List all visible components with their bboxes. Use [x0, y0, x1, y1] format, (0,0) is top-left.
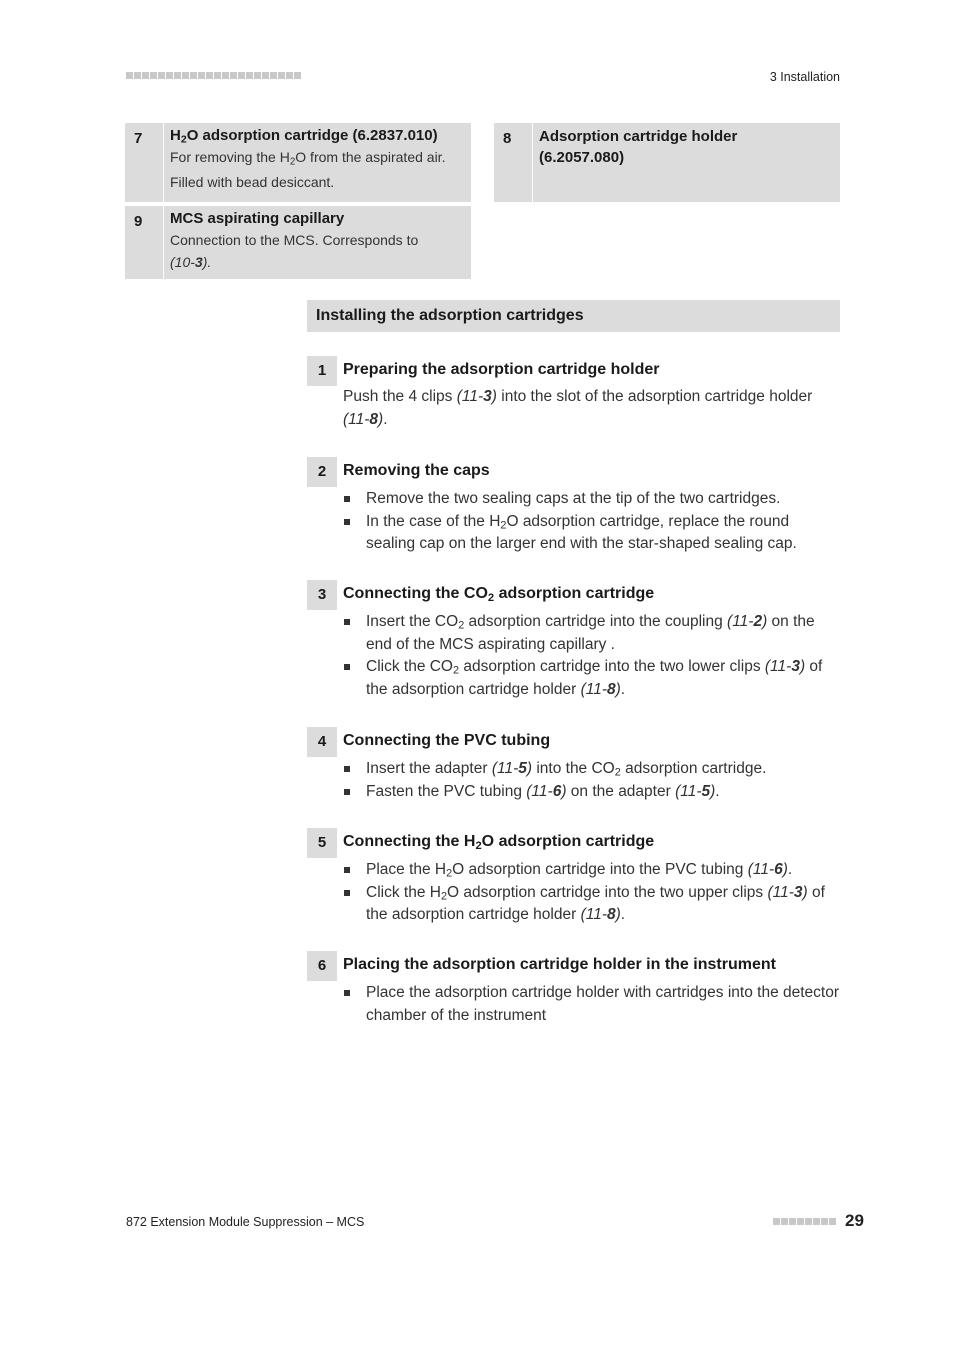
step-number: 3 — [307, 580, 337, 610]
step-bullet: Click the $H_2O$ adsorption cartridge into the two upper clips (11-3) of the adsorption cartridge holder (11-8). — [343, 882, 840, 927]
page-number: 29 — [845, 1211, 864, 1230]
step-bullet: In the case of the $H_2O$ adsorption cartridge, replace the round sealing cap on the larger end with the star-shaped sealing cap. — [343, 511, 840, 556]
legend-divider — [163, 123, 164, 202]
step-title: Removing the caps — [343, 462, 490, 479]
step-bullet-list — [343, 859, 840, 927]
legend-title: $H_2O$ adsorption cartridge (6.2837.010) — [170, 127, 438, 146]
legend-description: For removing the $H_2O$ from the aspirated air. — [170, 149, 446, 168]
chapter-header: 3 Installation — [769, 70, 840, 84]
step-bullet: Remove the two sealing caps at the tip of the two cartridges. — [343, 488, 840, 511]
legend-title: Adsorption cartridge holder (6.2057.080) — [539, 128, 738, 166]
step-bullet-list — [343, 758, 840, 803]
step-bullet: Place the adsorption cartridge holder with cartridges into the detector chamber of the instrument — [343, 982, 840, 1027]
step-bullet: Insert the adapter (11-5) into the $CO_2$ adsorption cartridge. — [343, 758, 840, 781]
legend-description-2: Filled with bead desiccant. — [170, 174, 335, 190]
step-title: Connecting the PVC tubing — [343, 732, 551, 749]
legend-divider — [163, 206, 164, 279]
legend-divider — [532, 123, 533, 202]
figure-reference: (10-3). — [170, 254, 212, 270]
step-title: Placing the adsorption cartridge holder in the instrument — [343, 956, 776, 973]
section-title: Installing the adsorption cartridges — [307, 300, 840, 332]
header-decoration — [126, 72, 301, 80]
step-bullet: Place the $H_2O$ adsorption cartridge into the PVC tubing (11-6). — [343, 859, 840, 882]
step-text: Push the 4 clips (11-3) into the slot of the adsorption cartridge holder (11-8). — [343, 388, 813, 428]
legend-item-8 — [494, 123, 840, 202]
step-bullet: Insert the $CO_2$ adsorption cartridge into the coupling (11-2) on the end of the MCS aspirating capillary . — [343, 611, 840, 656]
legend-item-9 — [125, 206, 471, 279]
step-bullet-list — [343, 611, 840, 701]
legend-number: 8 — [503, 130, 512, 147]
footer-decoration — [773, 1218, 836, 1225]
step-title: Preparing the adsorption cartridge holder — [343, 361, 660, 378]
step-number: 5 — [307, 828, 337, 858]
step-number: 6 — [307, 951, 337, 981]
legend-item-7 — [125, 123, 471, 202]
step-bullet: Fasten the PVC tubing (11-6) on the adapter (11-5). — [343, 781, 840, 804]
step-bullet-list — [343, 488, 840, 556]
legend-description: Connection to the MCS. Corresponds to (10-3). — [170, 232, 419, 270]
legend-number: 7 — [134, 130, 143, 147]
step-bullet: Click the $CO_2$ adsorption cartridge into the two lower clips (11-3) of the adsorption cartridge holder (11-8). — [343, 656, 840, 701]
step-title: Connecting the $CO_2$ adsorption cartridge — [343, 585, 655, 604]
step-bullet-list — [343, 982, 840, 1027]
step-number: 2 — [307, 457, 337, 487]
footer-title: 872 Extension Module Suppression – MCS — [126, 1215, 365, 1229]
step-number: 4 — [307, 727, 337, 757]
step-title: Connecting the $H_2O$ adsorption cartridge — [343, 833, 655, 852]
legend-number: 9 — [134, 213, 143, 230]
step-number: 1 — [307, 356, 337, 386]
legend-title: MCS aspirating capillary — [170, 210, 345, 227]
